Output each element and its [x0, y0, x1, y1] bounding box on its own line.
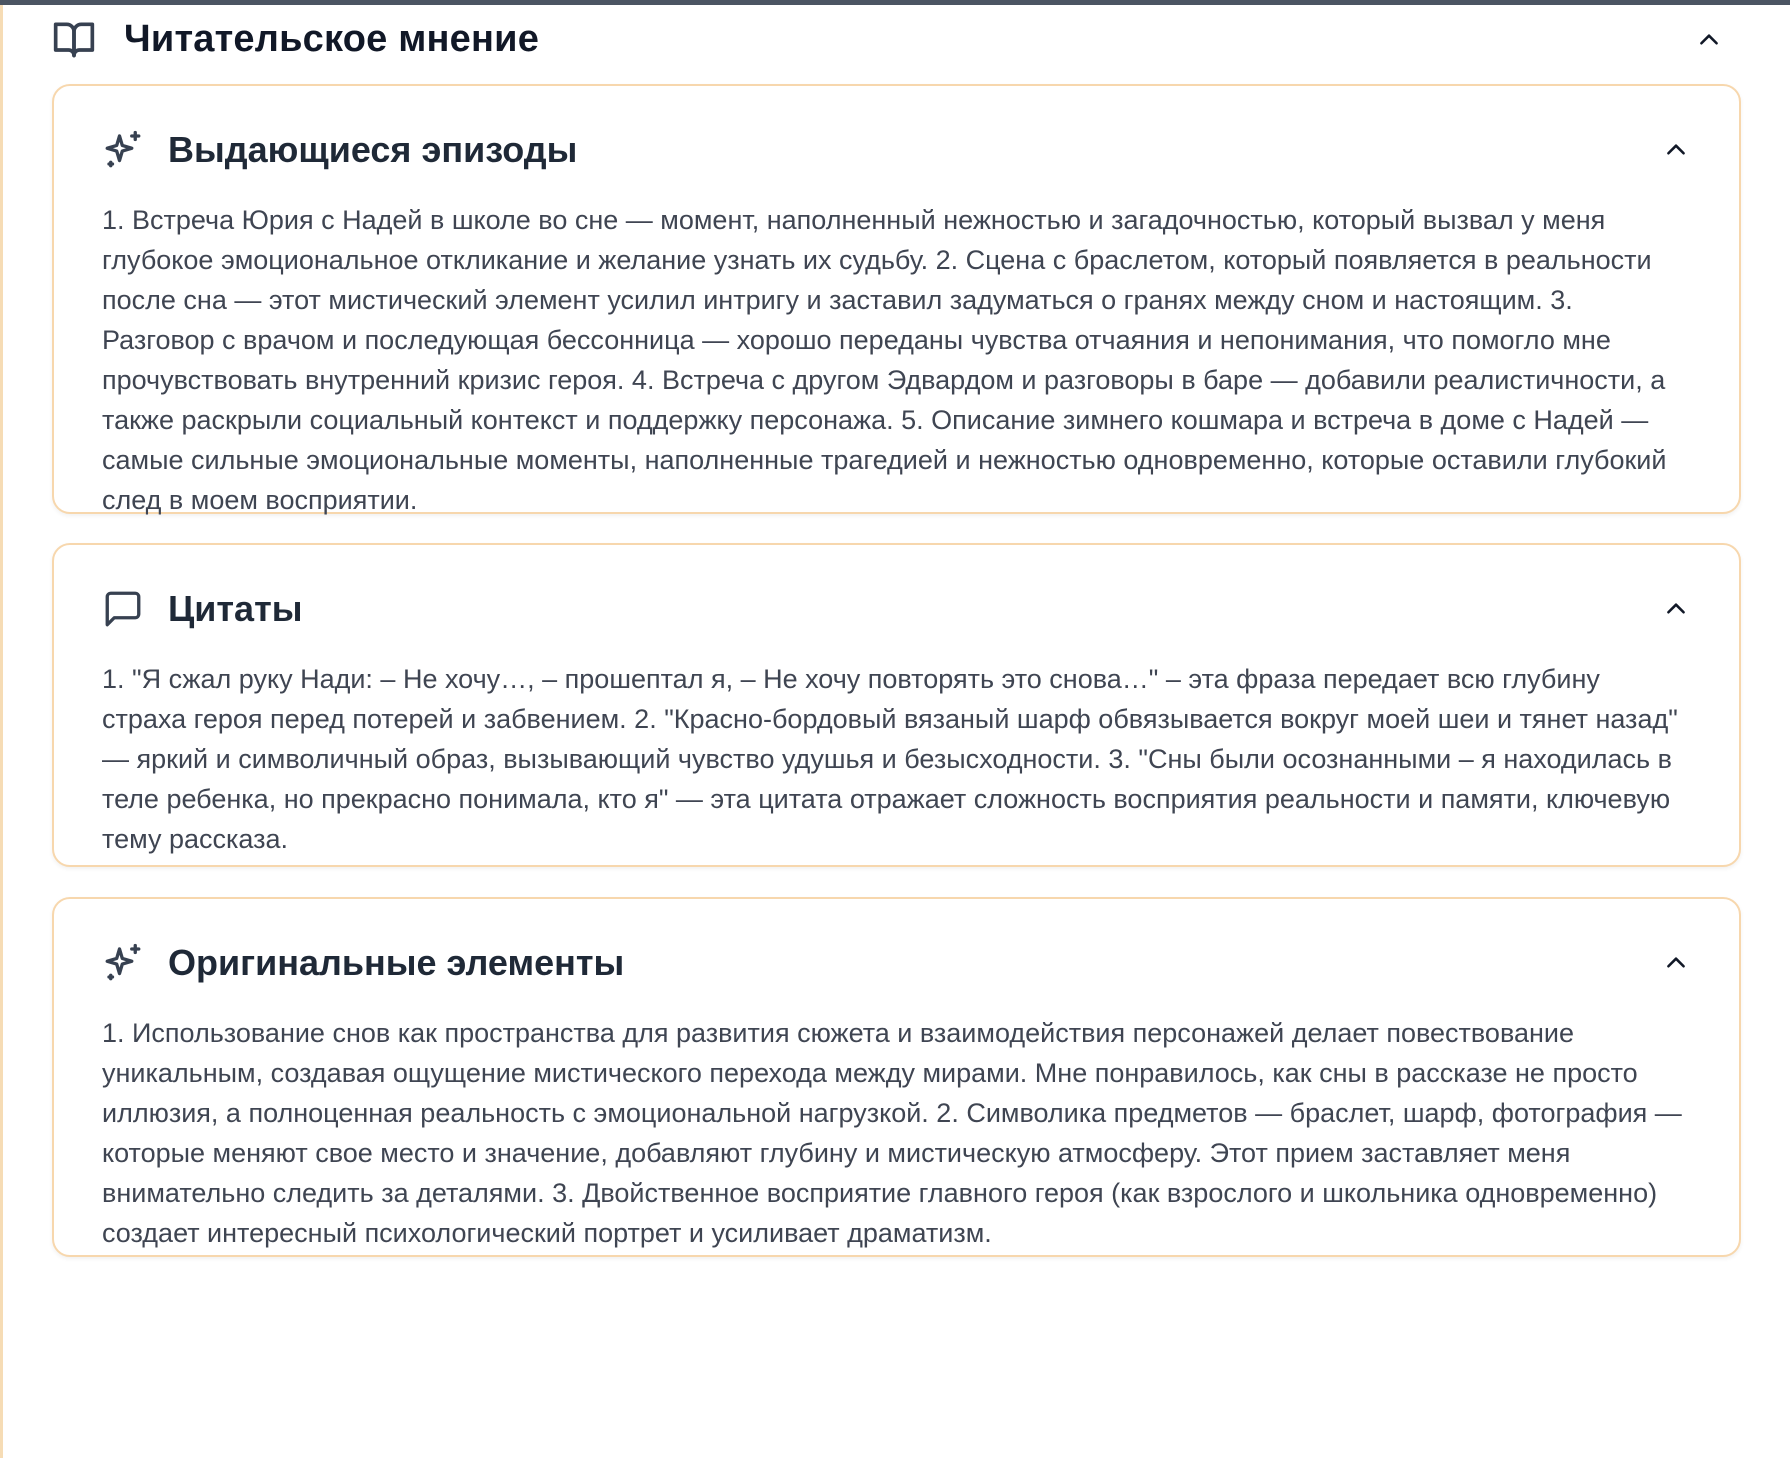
section-title: Читательское мнение: [124, 17, 540, 60]
sparkles-icon: [102, 129, 144, 171]
sparkles-icon: [102, 942, 144, 984]
card-title: Оригинальные элементы: [168, 942, 625, 983]
card-header[interactable]: [54, 933, 1739, 993]
chevron-up-icon[interactable]: [1696, 27, 1722, 53]
chevron-up-icon[interactable]: [1663, 596, 1689, 622]
message-square-icon: [102, 588, 144, 630]
card-outstanding-episodes: [52, 84, 1741, 514]
chevron-up-icon[interactable]: [1663, 950, 1689, 976]
book-open-icon: [52, 17, 96, 61]
card-header[interactable]: [54, 120, 1739, 180]
chevron-up-icon[interactable]: [1663, 137, 1689, 163]
card-body-text: 1. Использование снов как пространства для развития сюжета и взаимодействия персонажей делает повествование уникальным, создавая ощущение мистического перехода между мирами. Мне понравилось, как сны в рассказе не просто иллюзия, а полноценная реальность с эмоциональной нагрузкой. 2. Символика предметов — браслет, шарф, фотография — которые меняют свое место и значение, добавляют глубину и мистическую атмосферу. Этот прием заставляет меня внимательно следить за деталями. 3. Двойственное восприятие главного героя (как взрослого и школьника одновременно) создает интересный психологический портрет и усиливает драматизм.: [102, 1018, 1682, 1248]
card-title: Выдающиеся эпизоды: [168, 129, 578, 170]
card-body-text: 1. "Я сжал руку Нади: – Не хочу…, – прошептал я, – Не хочу повторять это снова…" – эта фраза передает всю глубину страха героя перед потерей и забвением. 2. "Красно-бордовый вязаный шарф обвязывается вокруг моей шеи и тянет назад" — яркий и символичный образ, вызывающий чувство удушья и безысходности. 3. "Сны были осознанными – я находилась в теле ребенка, но прекрасно понимала, кто я" — эта цитата отражает сложность восприятия реальности и памяти, ключевую тему рассказа.: [102, 664, 1678, 854]
left-accent-border: [0, 5, 3, 1458]
card-header[interactable]: [54, 579, 1739, 639]
section-header[interactable]: [52, 5, 1742, 73]
card-original-elements: [52, 897, 1741, 1257]
reader-opinion-section: [52, 5, 1742, 73]
card-title: Цитаты: [168, 588, 303, 629]
card-body-text: 1. Встреча Юрия с Надей в школе во сне — момент, наполненный нежностью и загадочностью, который вызвал у меня глубокое эмоциональное откликание и желание узнать их судьбу. 2. Сцена с браслетом, который появляется в реальности после сна — этот мистический элемент усилил интригу и заставил задуматься о гранях между сном и настоящим. 3. Разговор с врачом и последующая бессонница — хорошо переданы чувства отчаяния и непонимания, что помогло мне прочувствовать внутренний кризис героя. 4. Встреча с другом Эдвардом и разговоры в баре — добавили реалистичности, а также раскрыли социальный контекст и поддержку персонажа. 5. Описание зимнего кошмара и встреча в доме с Надей — самые сильные эмоциональные моменты, наполненные трагедией и нежностью одновременно, которые оставили глубокий след в моем восприятии.: [102, 205, 1667, 515]
card-quotes: [52, 543, 1741, 867]
